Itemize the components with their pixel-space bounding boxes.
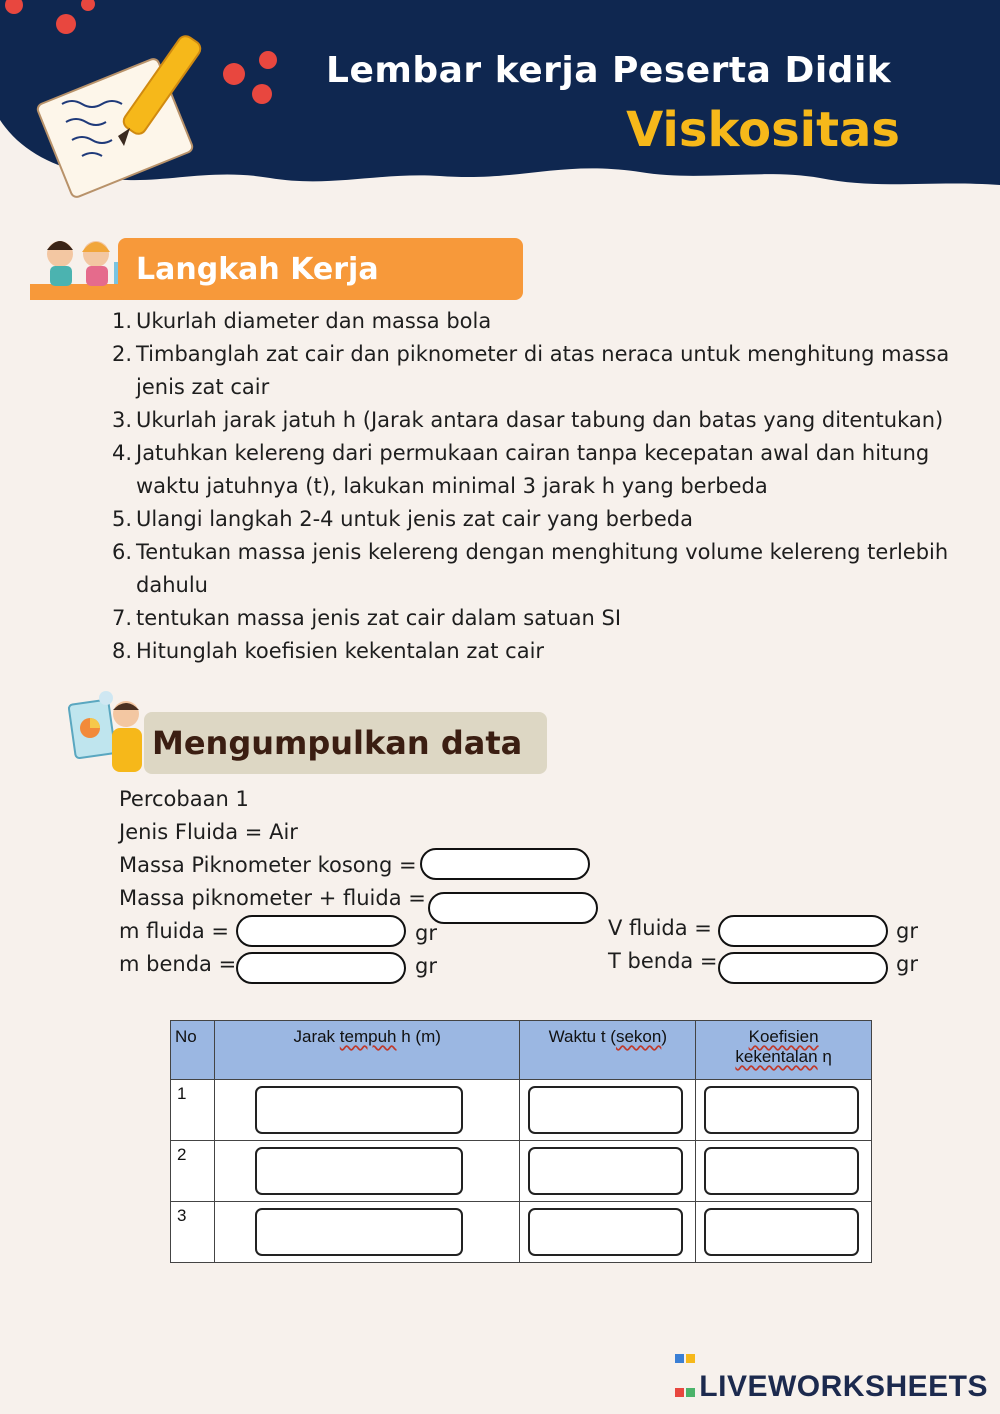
v-fluida-label: V fluida =: [608, 916, 712, 940]
list-item: 5. Ulangi langkah 2-4 untuk jenis zat cair yang berbeda: [112, 507, 694, 531]
v-fluida-input[interactable]: [718, 915, 888, 947]
worksheet-title: Lembar kerja Peserta Didik: [326, 50, 892, 91]
steps-heading: Langkah Kerja: [136, 252, 379, 287]
massa-kosong-input[interactable]: [420, 848, 590, 880]
confetti-dot: [223, 63, 245, 85]
list-item: 4. Jatuhkan kelereng dari permukaan cairan tanpa kecepatan awal dan hitung waktu jatuhnya (t), lakukan minimal 3 jarak h yang berbeda: [112, 441, 930, 498]
m-fluida-input[interactable]: [236, 915, 406, 947]
m-fluida-label: m fluida =: [119, 919, 229, 943]
list-item: 2. Timbanglah zat cair dan piknometer di atas neraca untuk menghitung massa jenis zat cair: [112, 342, 950, 399]
table-row: [171, 1141, 872, 1202]
koefisien-input[interactable]: [704, 1208, 859, 1256]
data-heading: Mengumpulkan data: [152, 724, 523, 762]
waktu-input[interactable]: [528, 1086, 683, 1134]
waktu-input[interactable]: [528, 1147, 683, 1195]
jarak-input[interactable]: [255, 1208, 463, 1256]
confetti-dot: [259, 51, 277, 69]
jarak-cell: [214, 1141, 519, 1202]
steps-banner: [118, 238, 523, 300]
waktu-input[interactable]: [528, 1208, 683, 1256]
list-item: 8. Hitunglah koefisien kekentalan zat cair: [112, 639, 545, 663]
table-row: [171, 1202, 872, 1263]
confetti-dot: [56, 14, 76, 34]
percobaan-label: Percobaan 1: [119, 787, 249, 811]
koefisien-input[interactable]: [704, 1147, 859, 1195]
list-item: 6. Tentukan massa jenis kelereng dengan menghitung volume kelereng terlebih dahulu: [112, 540, 949, 597]
massa-fluida-input[interactable]: [428, 892, 598, 924]
unit-label: gr: [896, 919, 918, 943]
jarak-input[interactable]: [255, 1086, 463, 1134]
jenis-fluida-label: Jenis Fluida = Air: [119, 820, 298, 844]
table-row: [171, 1080, 872, 1141]
waktu-cell: [520, 1141, 696, 1202]
row-number: 2: [171, 1141, 215, 1202]
header-jarak: Jarak tempuh h (m): [214, 1021, 519, 1080]
list-item: 3. Ukurlah jarak jatuh h (Jarak antara dasar tabung dan batas yang ditentukan): [112, 408, 944, 432]
liveworksheets-logo: LIVEWORKSHEETS: [674, 1338, 988, 1406]
jarak-cell: [214, 1202, 519, 1263]
steps-list: [112, 305, 952, 668]
koefisien-cell: [696, 1202, 872, 1263]
confetti-dot: [252, 84, 272, 104]
logo-grid-icon: [674, 1338, 696, 1406]
massa-fluida-label: Massa piknometer + fluida =: [119, 886, 426, 910]
list-item: 1. Ukurlah diameter dan massa bola: [112, 309, 492, 333]
koefisien-cell: [696, 1080, 872, 1141]
m-benda-input[interactable]: [236, 952, 406, 984]
worksheet-subtitle: Viskositas: [626, 102, 900, 158]
header-waktu: Waktu t (sekon): [520, 1021, 696, 1080]
data-analyst-icon: [66, 688, 156, 776]
data-banner: [144, 712, 547, 774]
t-benda-input[interactable]: [718, 952, 888, 984]
jarak-cell: [214, 1080, 519, 1141]
list-item: 7. tentukan massa jenis zat cair dalam satuan SI: [112, 606, 622, 630]
massa-kosong-label: Massa Piknometer kosong =: [119, 853, 417, 877]
unit-label: gr: [415, 921, 437, 945]
unit-label: gr: [415, 954, 437, 978]
waktu-cell: [520, 1202, 696, 1263]
m-benda-label: m benda =: [119, 952, 237, 976]
row-number: 3: [171, 1202, 215, 1263]
t-benda-label: T benda =: [608, 949, 718, 973]
header-koefisien: Koefisien kekentalan η: [696, 1021, 872, 1080]
row-number: 1: [171, 1080, 215, 1141]
table-header-row: [171, 1021, 872, 1080]
koefisien-cell: [696, 1141, 872, 1202]
data-table: [170, 1020, 872, 1263]
header-no: No: [171, 1021, 215, 1080]
unit-label: gr: [896, 952, 918, 976]
koefisien-input[interactable]: [704, 1086, 859, 1134]
jarak-input[interactable]: [255, 1147, 463, 1195]
header: [0, 0, 1000, 215]
waktu-cell: [520, 1080, 696, 1141]
